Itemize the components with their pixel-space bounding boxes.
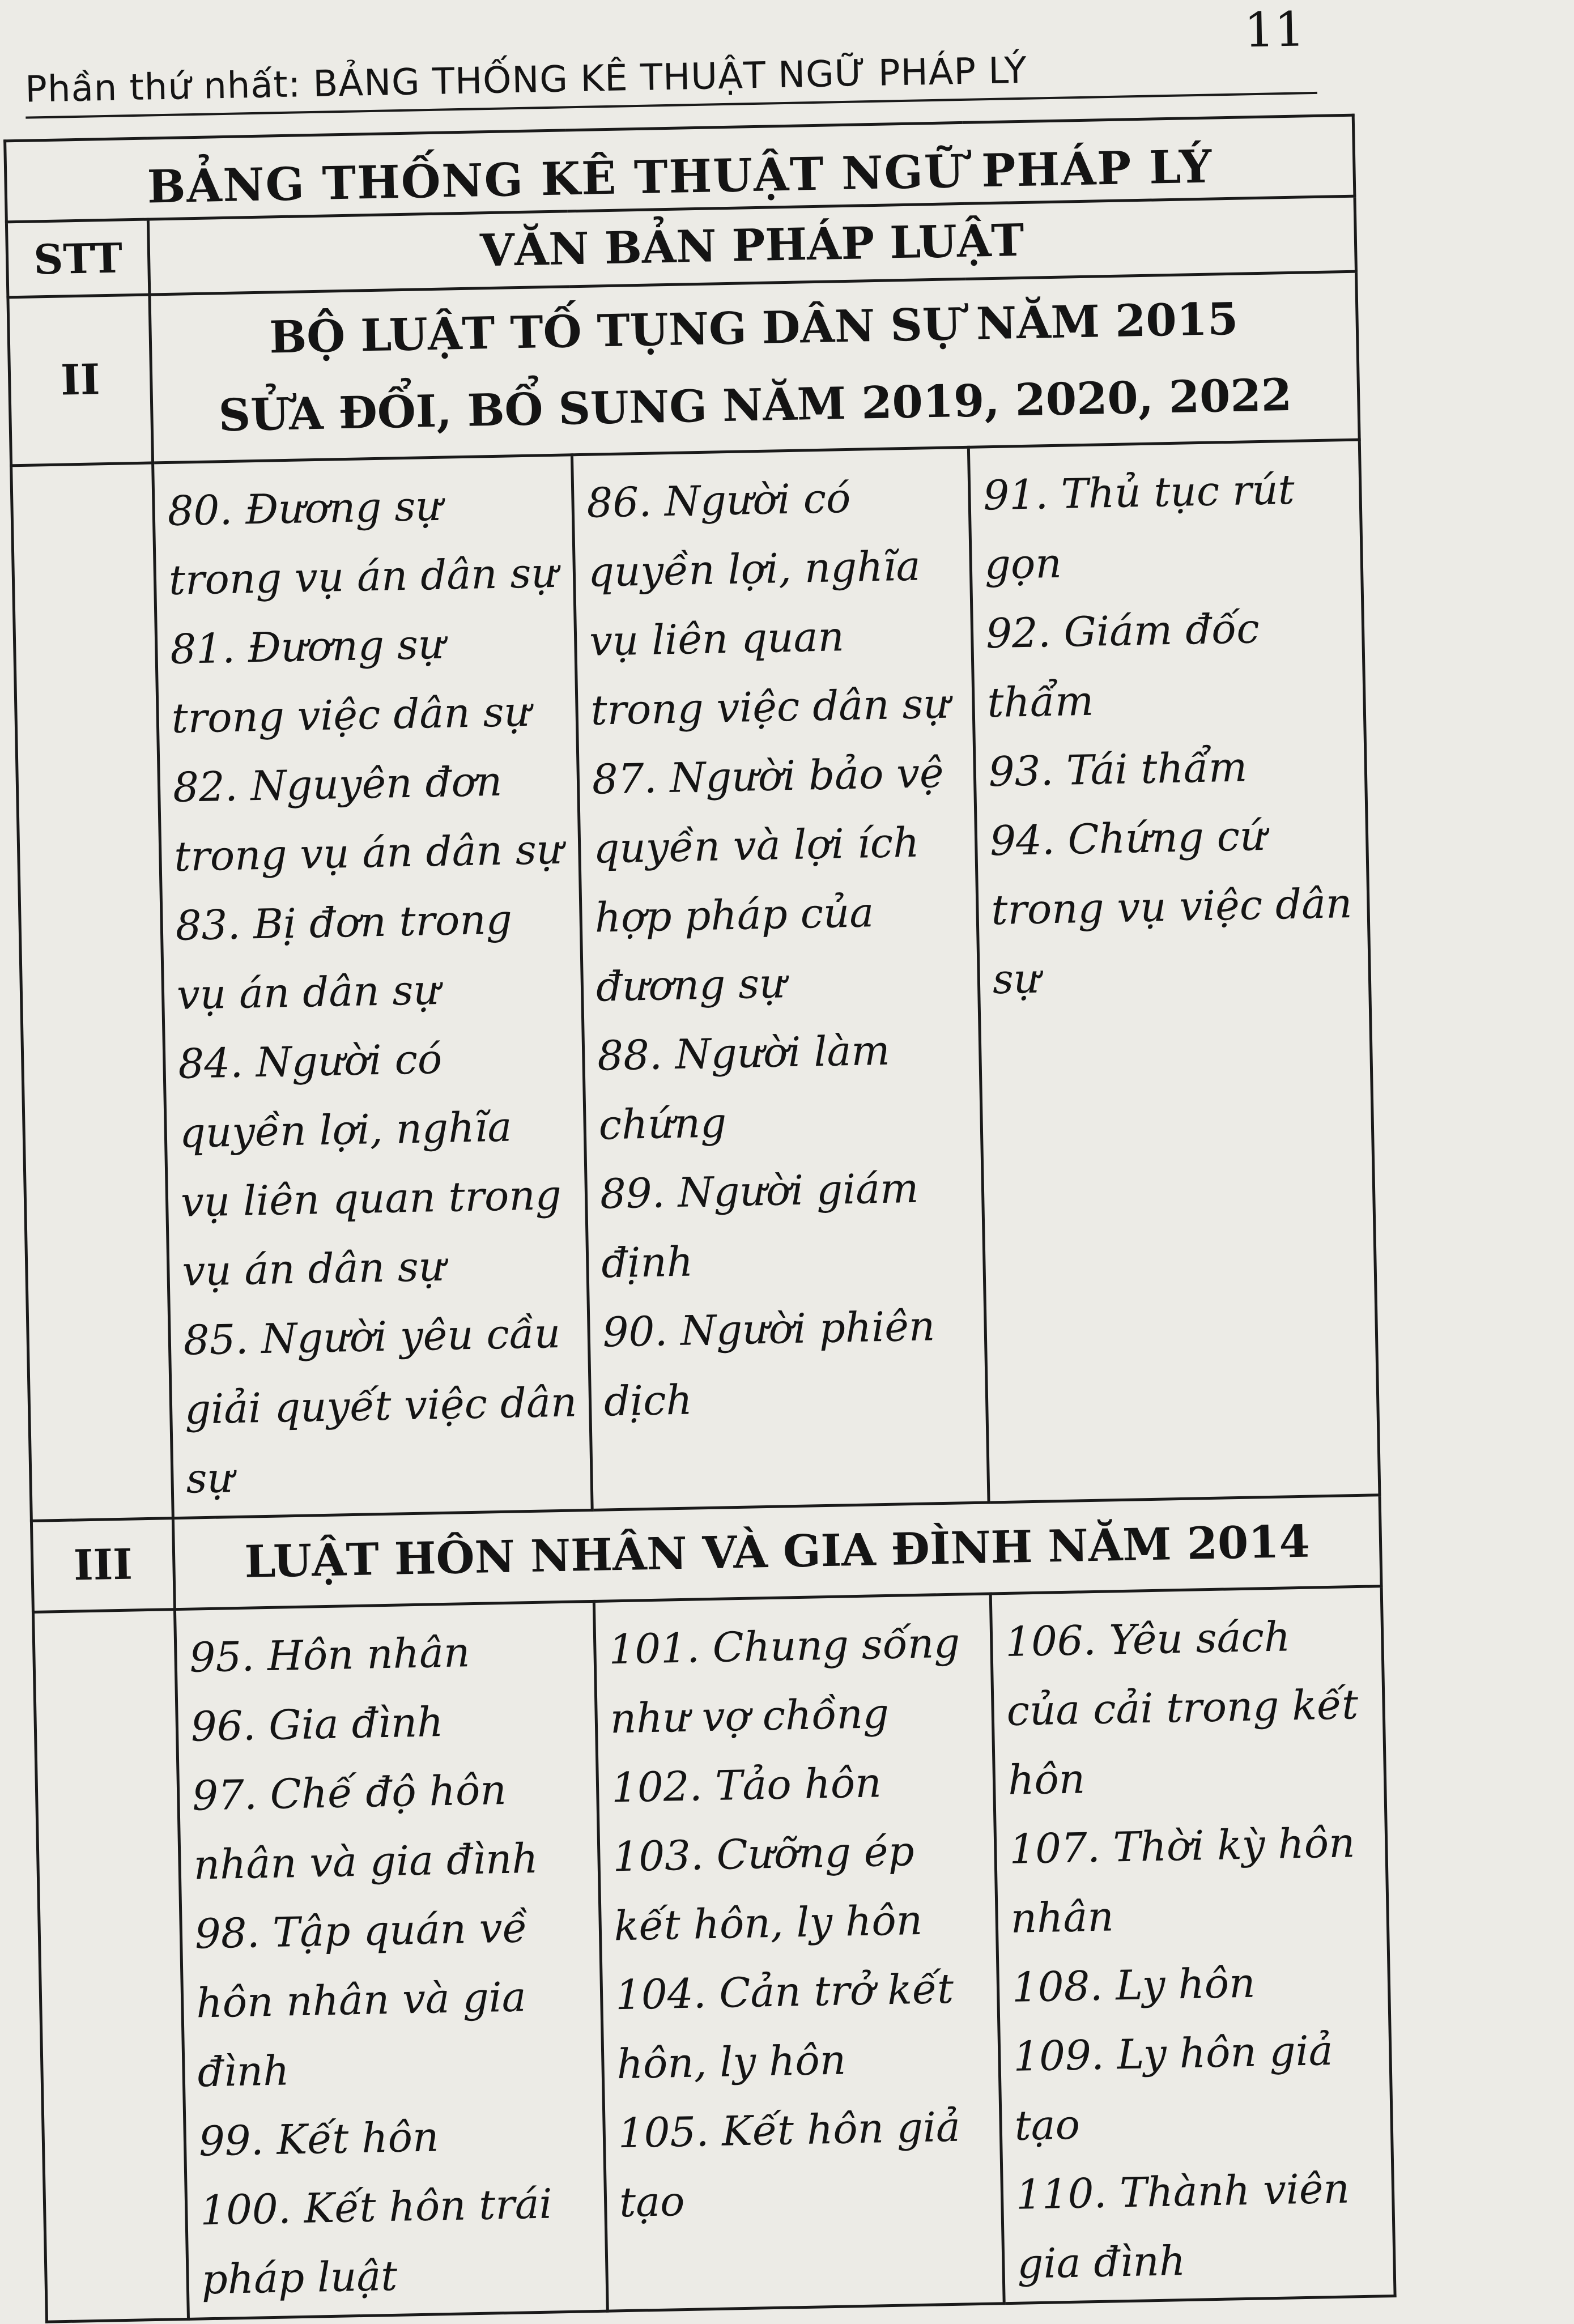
term-column bbox=[968, 440, 1380, 1502]
term-item: 83. Bị đơn trong vụ án dân sự bbox=[175, 895, 513, 1019]
term-item: 110. Thành viên gia đình bbox=[1015, 2164, 1350, 2288]
term-item: 89. Người giám định bbox=[599, 1164, 920, 1287]
term-column bbox=[990, 1586, 1395, 2304]
term-item: 97. Chế độ hôn nhân và gia đình bbox=[192, 1765, 539, 1889]
term-item: 95. Hôn nhân bbox=[189, 1628, 471, 1682]
term-item: 104. Cản trở kết hôn, ly hôn bbox=[615, 1964, 954, 2088]
term-item: 106. Yêu sách của cải trong kết hôn bbox=[1005, 1612, 1359, 1804]
empty-stt-cell bbox=[33, 1610, 188, 2322]
column-header-law: VĂN BẢN PHÁP LUẬT bbox=[148, 196, 1356, 295]
term-column bbox=[153, 455, 593, 1518]
section-title-line: LUẬT HÔN NHÂN VÀ GIA ĐÌNH NĂM 2014 bbox=[244, 1516, 1311, 1588]
term-item: 105. Kết hôn giả tạo bbox=[618, 2102, 961, 2227]
term-item: 93. Tái thẩm bbox=[988, 743, 1248, 796]
term-column bbox=[594, 1594, 1004, 2311]
term-item: 102. Tảo hôn bbox=[611, 1759, 882, 1812]
section-number: II bbox=[8, 295, 153, 466]
term-item: 108. Ly hôn bbox=[1011, 1959, 1256, 2011]
term-item: 90. Người phiên dịch bbox=[602, 1302, 935, 1425]
term-item: 80. Đương sự trong vụ án dân sự bbox=[167, 482, 558, 604]
term-item: 96. Gia đình bbox=[190, 1698, 444, 1751]
running-header-title: Phần thứ nhất: BẢNG THỐNG KÊ THUẬT NGỮ PHÁP LÝ bbox=[24, 49, 1028, 111]
term-item: 88. Người làm chứng bbox=[597, 1026, 891, 1149]
running-header bbox=[24, 1, 1317, 119]
term-item: 100. Kết hôn trái pháp luật bbox=[199, 2180, 553, 2304]
term-item: 101. Chung sống như vợ chồng bbox=[608, 1619, 960, 1743]
term-item: 84. Người có quyền lợi, nghĩa vụ liên quan trong vụ án dân sự bbox=[177, 1035, 562, 1295]
term-item: 82. Nguyên đơn trong vụ án dân sự bbox=[172, 757, 563, 880]
term-column bbox=[175, 1601, 607, 2319]
term-item: 103. Cưỡng ép kết hôn, ly hôn bbox=[612, 1827, 923, 1950]
section-title bbox=[150, 271, 1359, 463]
term-item: 92. Giám đốc thẩm bbox=[985, 605, 1260, 727]
table-title: BẢNG THỐNG KÊ THUẬT NGỮ PHÁP LÝ bbox=[5, 115, 1355, 222]
term-item: 87. Người bảo vệ quyền và lợi ích hợp pháp của đương sự bbox=[592, 748, 945, 1011]
term-column bbox=[572, 447, 989, 1510]
column-header-stt: STT bbox=[6, 219, 150, 297]
legal-terms-table bbox=[3, 114, 1397, 2323]
section-number: III bbox=[31, 1518, 175, 1612]
term-item: 85. Người yêu cầu giải quyết việc dân sự bbox=[183, 1309, 577, 1502]
term-item: 86. Người có quyền lợi, nghĩa vụ liên quan trong việc dân sự bbox=[586, 474, 950, 734]
term-item: 107. Thời kỳ hôn nhân bbox=[1009, 1819, 1356, 1942]
term-item: 99. Kết hôn bbox=[198, 2113, 440, 2165]
term-item: 81. Đương sự trong việc dân sự bbox=[169, 620, 531, 742]
empty-stt-cell bbox=[11, 463, 173, 1521]
term-item: 94. Chứng cứ trong vụ việc dân sự bbox=[989, 811, 1353, 1003]
section-title-line: BỘ LUẬT TỐ TỤNG DÂN SỰ NĂM 2015 bbox=[269, 293, 1239, 364]
section-title-line: SỬA ĐỔI, BỔ SUNG NĂM 2019, 2020, 2022 bbox=[218, 369, 1292, 442]
term-item: 109. Ly hôn giả tạo bbox=[1013, 2027, 1334, 2150]
term-item: 91. Thủ tục rút gọn bbox=[982, 465, 1295, 589]
term-item: 98. Tập quán về hôn nhân và gia đình bbox=[194, 1904, 528, 2096]
page-number: 11 bbox=[1243, 1, 1305, 58]
